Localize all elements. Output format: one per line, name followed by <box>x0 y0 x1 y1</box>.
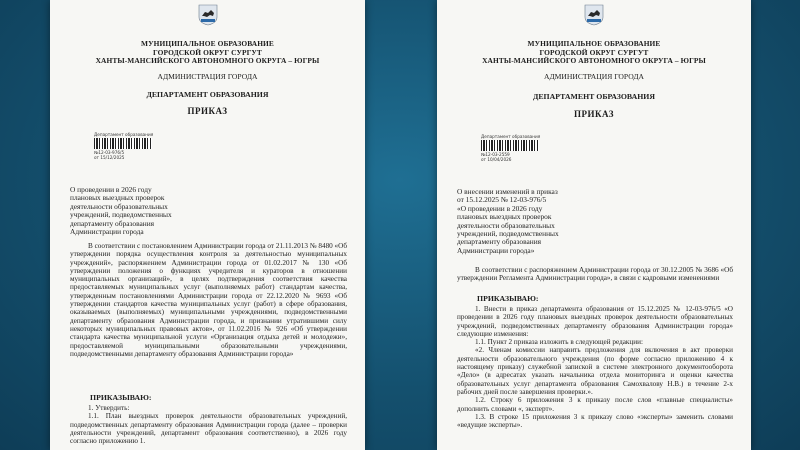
title-line: Администрации города <box>70 227 144 237</box>
emblem-icon <box>198 4 218 26</box>
title-line: плановых выездных проверок <box>70 193 165 203</box>
preamble-text: В соответствии с постановлением Администрации города от 21.11.2013 № 8480 «Об утверждении порядка осуществления контроля за деятельностью муниципальных учреждений», распоряжением Администрации города от 01.02.2017 № 130 «Об утверждении положения о функциях учредителя и кураторов в отношении муниципальных организаций», в целях подтверждения соответствия качества предоставляемых муниципальных услуг (выполняемых работ) стандартам качества, утвержденным постановлениями Администрации города от 22.12.2020 № 9693 «Об утверждении стандартов качества муниципальных услуг (работ) в сфере образования, оказываемых (выполняемых) муниципальными учреждениями, подведомственными департаменту образования Администрации города, и признании утратившими силу некоторых муниципальных правовых актов», от 11.02.2016 № 926 «Об утверждении стандарта качества муниципальной услуги «Организация отдыха детей и молодежи», предоставляемой муниципальными образовательными учреждениями, подведомственными департаменту образования Администрации города» <box>70 242 347 358</box>
registration-stamp <box>94 132 153 160</box>
title-line: департаменту образования <box>70 218 155 228</box>
stamp-department: Департамент образования <box>481 134 541 139</box>
title-line: от 15.12.2025 № 12-03-976/5 <box>457 195 547 205</box>
title-line: О проведении в 2026 году <box>70 185 152 194</box>
title-line: Администрации города» <box>457 245 535 255</box>
item-1-1-text: «2. Членам комиссии направить предложения для включения в акт проверки деятельности образовательного учреждения (по форме согласно приложению 4 к настоящему приказу) служебной запиской в системе электронного документооборота «Дело» (в адресатах указать начальника отдела мониторинга и оценки качества образовательных услуг департамента образования Самохвалову Н.В.) в течение 2-х рабочих дней после завершения проверки.». <box>457 346 733 396</box>
item-1-1: 1.1. План выездных проверок деятельности образовательных учреждений, подведомственных департаменту образования Администрации города (далее – проверки деятельности учреждений, департамент образования соответственно), в 2026 году согласно приложению 1. <box>70 412 347 446</box>
department-title: ДЕПАРТАМЕНТ ОБРАЗОВАНИЯ <box>146 90 269 99</box>
header-line-2: ГОРОДСКОЙ ОКРУГ СУРГУТ <box>539 47 649 57</box>
header-line-2: ГОРОДСКОЙ ОКРУГ СУРГУТ <box>153 47 262 57</box>
prikazyvayu-heading: ПРИКАЗЫВАЮ: <box>90 393 152 402</box>
document-type: ПРИКАЗ <box>573 109 615 119</box>
order-items <box>70 404 347 445</box>
title-line: департаменту образования <box>457 237 542 247</box>
title-line: учреждений, подведомственных <box>70 210 172 220</box>
title-line: О внесении изменений в приказ <box>457 187 558 196</box>
preamble-text: В соответствии с распоряжением Администрации города от 30.12.2005 № 3686 «Об утверждении Регламента Администрации города», в связи с кадровыми изменениями <box>457 266 733 283</box>
barcode-icon <box>94 138 152 149</box>
preamble-paragraph <box>70 242 347 358</box>
order-items <box>457 305 733 429</box>
title-line: плановых выездных проверок <box>457 212 552 222</box>
order-title <box>457 188 559 255</box>
header-line-1: МУНИЦИПАЛЬНОЕ ОБРАЗОВАНИЕ <box>527 39 661 48</box>
title-line: учреждений, подведомственных <box>457 229 559 239</box>
stamp-date: от 10/04/2026 <box>481 157 512 162</box>
stamp-department: Департамент образования <box>94 132 154 137</box>
header-line-3: ХАНТЫ-МАНСИЙСКОГО АВТОНОМНОГО ОКРУГА – ЮГРЫ <box>482 56 706 66</box>
item-1: 1. Утвердить: <box>88 404 130 412</box>
document-right <box>437 0 751 450</box>
prikazyvayu-heading: ПРИКАЗЫВАЮ: <box>477 294 539 303</box>
preamble-paragraph <box>457 266 733 283</box>
stamp-number: №12-03-2559 <box>481 152 510 157</box>
emblem-icon <box>584 4 604 26</box>
document-left <box>50 0 365 450</box>
document-type: ПРИКАЗ <box>187 106 228 116</box>
administration-title: АДМИНИСТРАЦИЯ ГОРОДА <box>157 72 258 81</box>
item-1-3: 1.3. В строке 15 приложения 3 к приказу слово «эксперты» заменить словами «ведущие эксперты». <box>457 412 733 430</box>
header-block <box>50 40 365 66</box>
title-line: «О проведении в 2026 году <box>457 203 543 213</box>
header-line-3: ХАНТЫ-МАНСИЙСКОГО АВТОНОМНОГО ОКРУГА – ЮГРЫ <box>95 56 320 66</box>
order-title <box>70 186 172 236</box>
title-line: деятельности образовательных <box>70 201 168 211</box>
stamp-number: №12-03-976/5 <box>94 150 125 155</box>
item-1: 1. Внести в приказ департамента образования от 15.12.2025 № 12-03-976/5 «О проведении в 2026 году плановых выездных проверок деятельности образовательных учреждений, подведомственных департаменту образования Администрации города» следующие изменения: <box>457 305 733 338</box>
header-line-1: МУНИЦИПАЛЬНОЕ ОБРАЗОВАНИЕ <box>141 39 274 48</box>
header-block <box>437 40 751 66</box>
barcode-icon <box>481 140 539 151</box>
item-1-2: 1.2. Строку 6 приложения 3 к приказу после слов «главные специалисты» дополнить словами «, эксперт». <box>457 396 733 413</box>
title-line: деятельности образовательных <box>457 220 555 230</box>
department-title: ДЕПАРТАМЕНТ ОБРАЗОВАНИЯ <box>532 92 656 101</box>
administration-title: АДМИНИСТРАЦИЯ ГОРОДА <box>543 72 644 81</box>
item-1-1: 1.1. Пункт 2 приказа изложить в следующей редакции: <box>475 338 643 347</box>
stamp-date: от 15/12/2025 <box>94 155 125 160</box>
registration-stamp <box>481 134 540 162</box>
